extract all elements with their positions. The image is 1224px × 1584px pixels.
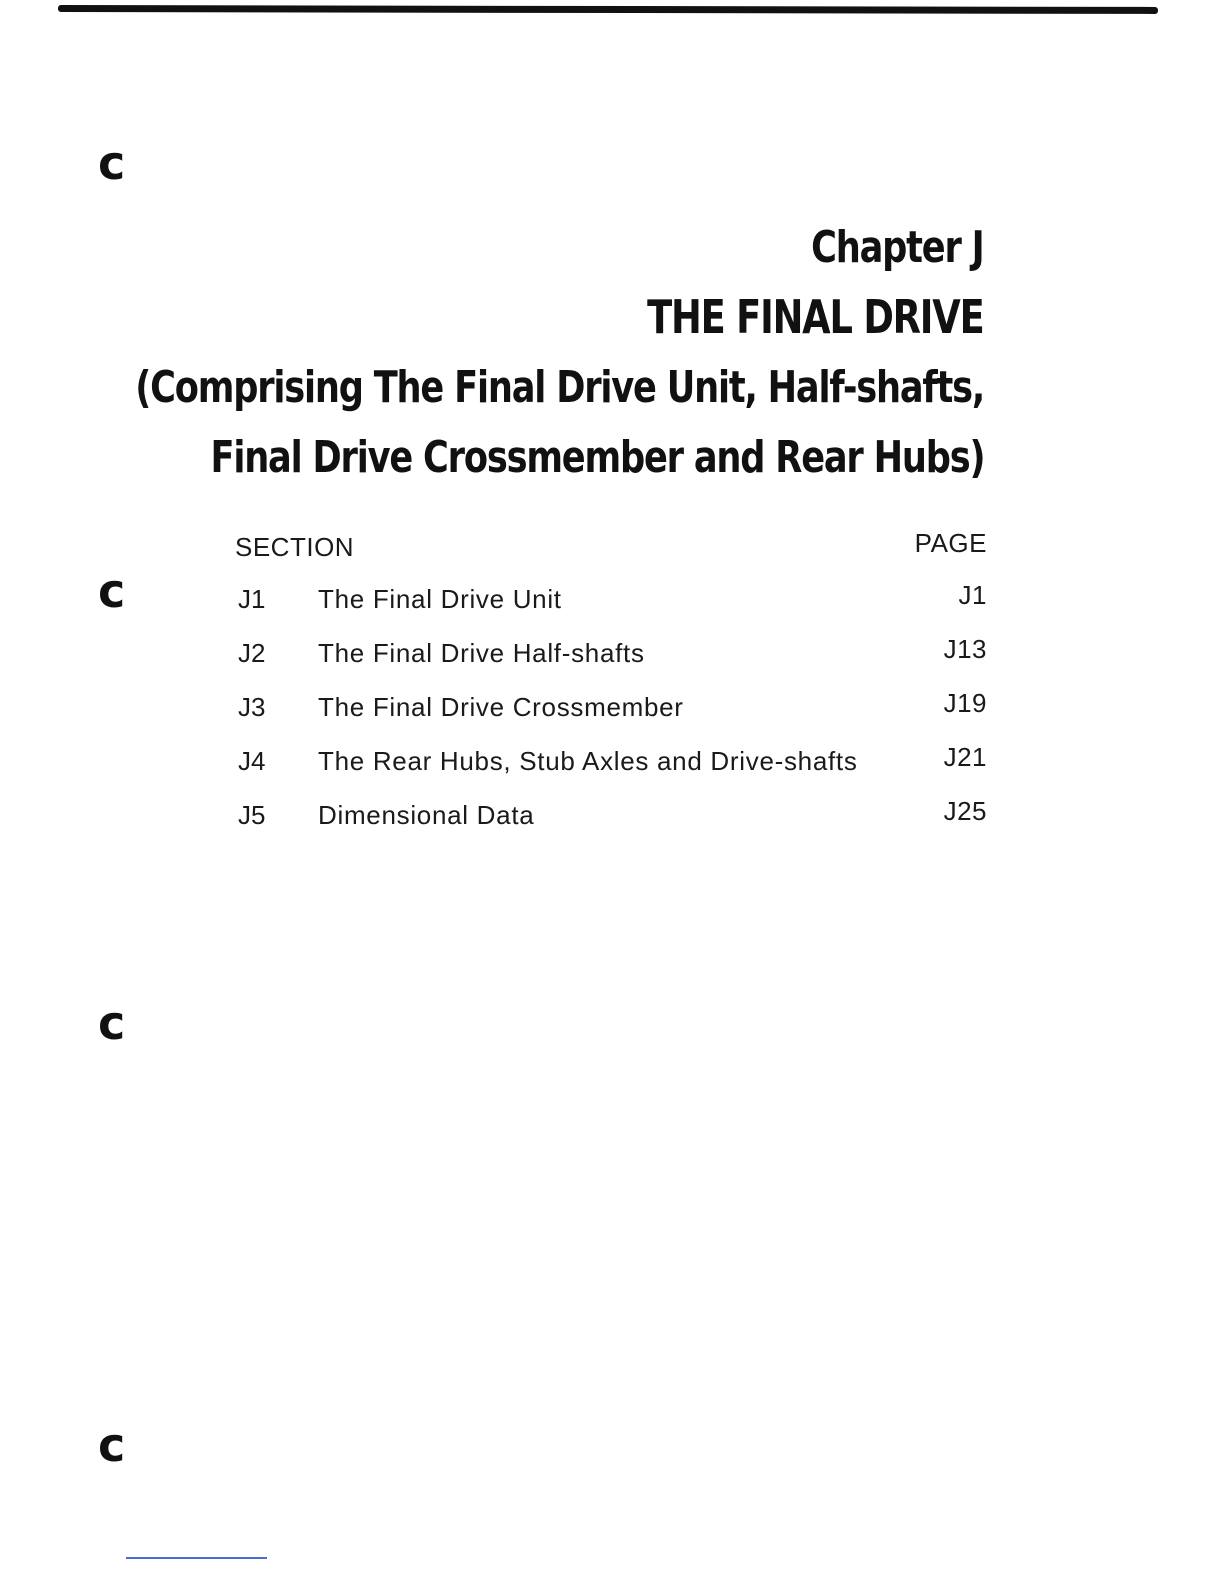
chapter-subtitle-line-2: Final Drive Crossmember and Rear Hubs): [210, 432, 984, 483]
page-number: J13: [943, 634, 987, 664]
binder-hole-mark: c: [98, 1418, 126, 1472]
chapter-label: Chapter J: [811, 222, 984, 273]
section-title: The Rear Hubs, Stub Axles and Drive-shafts: [318, 746, 858, 776]
section-number: J5: [238, 800, 266, 830]
toc-row: [235, 734, 987, 788]
chapter-title: THE FINAL DRIVE: [647, 290, 984, 344]
section-number: J1: [238, 584, 266, 614]
toc-row: [235, 572, 987, 626]
section-title: The Final Drive Unit: [318, 584, 562, 614]
binder-hole-mark: c: [98, 564, 126, 618]
section-number: J3: [238, 692, 266, 722]
binder-hole-mark: c: [98, 996, 126, 1050]
section-title: Dimensional Data: [318, 800, 535, 830]
section-column-header: SECTION: [235, 532, 355, 562]
page-column-header: PAGE: [914, 528, 987, 558]
toc-row: [235, 626, 987, 680]
page-number: J25: [943, 796, 987, 826]
section-title: The Final Drive Half-shafts: [318, 638, 645, 668]
toc-row: [235, 788, 987, 842]
page-number: J21: [943, 742, 987, 772]
chapter-subtitle-line-1: (Comprising The Final Drive Unit, Half-shafts,: [135, 362, 984, 413]
bottom-rule: [126, 1557, 267, 1559]
top-rule: [58, 5, 1158, 14]
section-number: J2: [238, 638, 266, 668]
section-title: The Final Drive Crossmember: [318, 692, 684, 722]
table-of-contents: [235, 528, 987, 842]
toc-row: [235, 680, 987, 734]
page-number: J19: [943, 688, 987, 718]
page-number: J1: [958, 580, 987, 610]
binder-hole-mark: c: [98, 136, 126, 190]
toc-header: [235, 528, 987, 572]
section-number: J4: [238, 746, 266, 776]
